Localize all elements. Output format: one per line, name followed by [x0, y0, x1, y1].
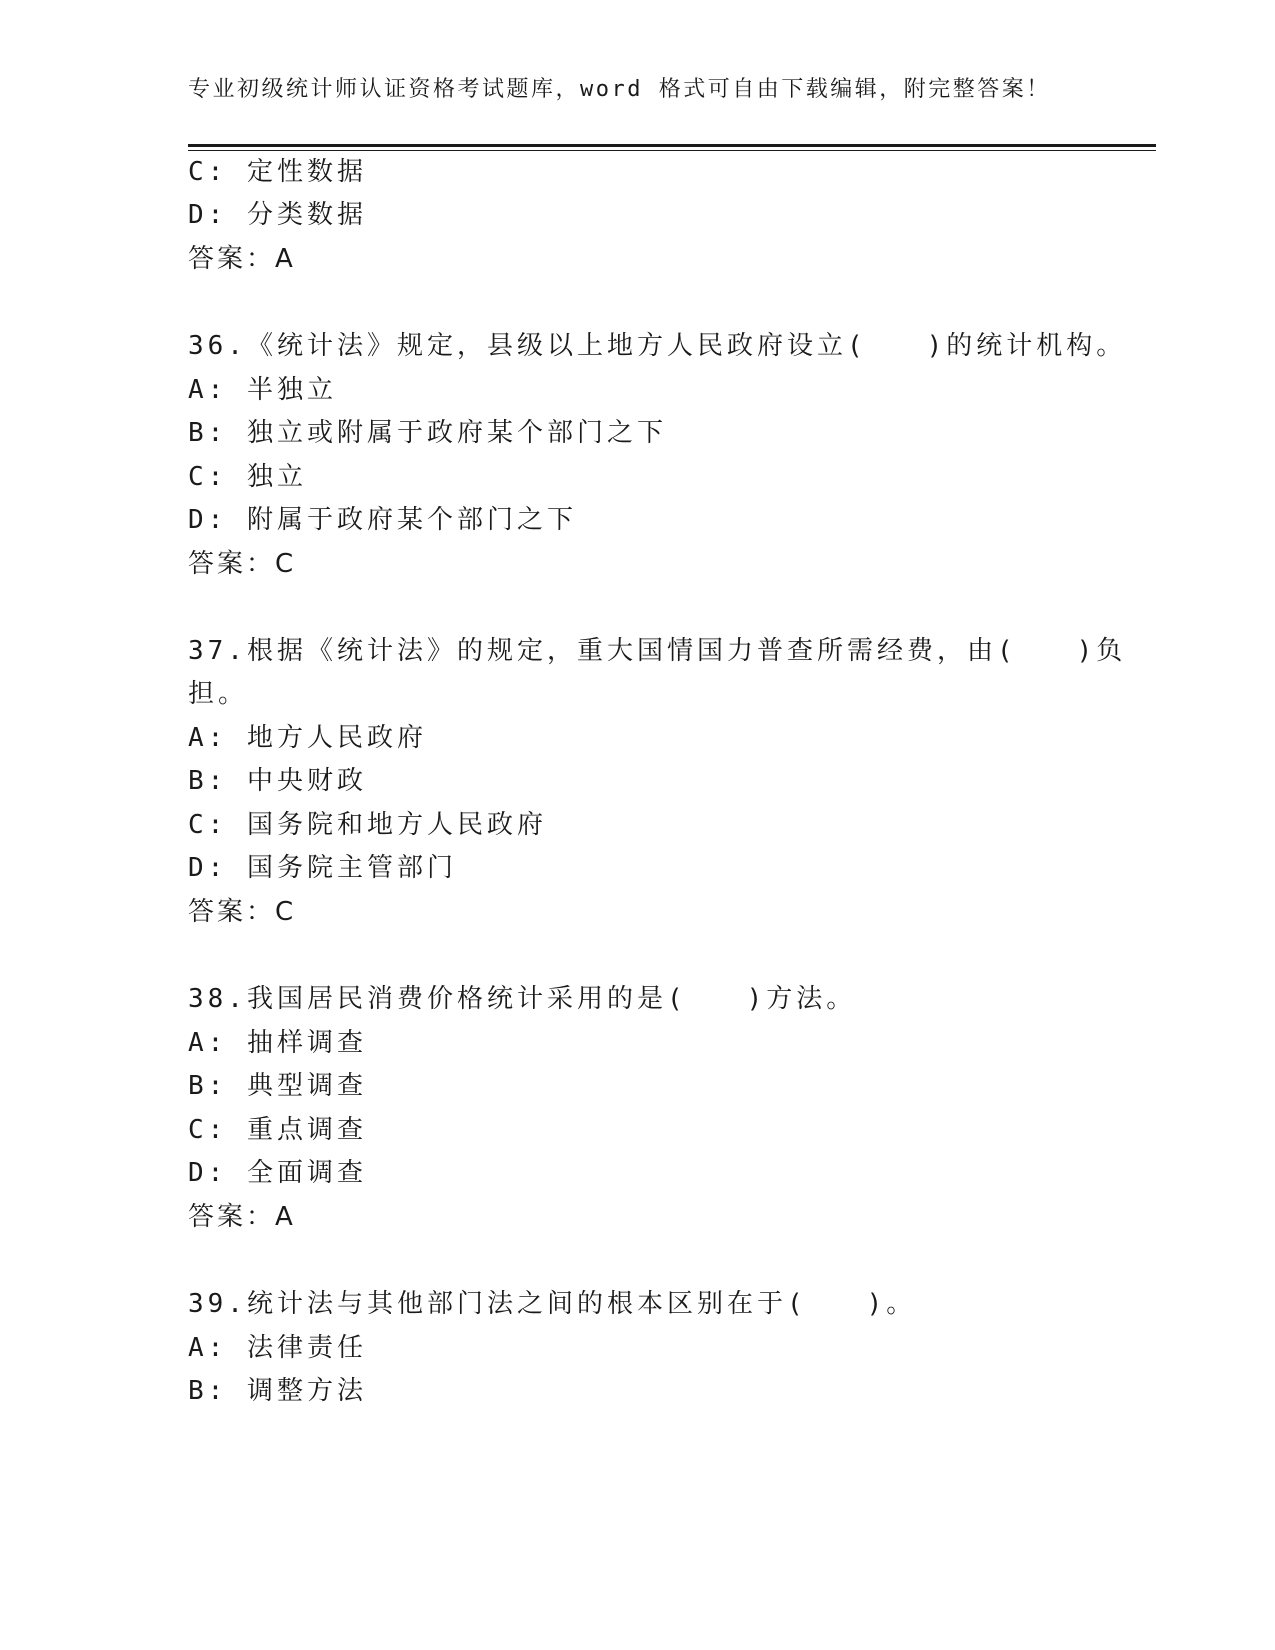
- option-b: B: 调整方法: [188, 1376, 367, 1406]
- page-header: 专业初级统计师认证资格考试题库，word 格式可自由下载编辑，附完整答案！: [188, 77, 1051, 102]
- option-d: D: 全面调查: [188, 1158, 367, 1188]
- question-36: 36.《统计法》规定，县级以上地方人民政府设立( )的统计机构。: [188, 331, 1127, 361]
- option-d: D: 国务院主管部门: [188, 853, 457, 883]
- option-a: A: 抽样调查: [188, 1028, 367, 1058]
- option-c: C: 国务院和地方人民政府: [188, 810, 547, 840]
- option-a: A: 法律责任: [188, 1333, 367, 1363]
- question-37-cont: 担。: [188, 679, 249, 709]
- answer-line: 答案：C: [188, 549, 297, 579]
- option-c: C: 独立: [188, 462, 307, 492]
- header-divider-thin: [188, 150, 1156, 151]
- option-b: B: 典型调查: [188, 1071, 367, 1101]
- option-c: C: 定性数据: [188, 157, 367, 187]
- option-c: C: 重点调查: [188, 1115, 367, 1145]
- answer-line: 答案：C: [188, 897, 297, 927]
- option-a: A: 地方人民政府: [188, 723, 427, 753]
- question-37: 37.根据《统计法》的规定，重大国情国力普查所需经费，由( )负: [188, 636, 1127, 666]
- question-38: 38.我国居民消费价格统计采用的是( )方法。: [188, 984, 857, 1014]
- option-b: B: 独立或附属于政府某个部门之下: [188, 418, 667, 448]
- option-b: B: 中央财政: [188, 766, 367, 796]
- option-a: A: 半独立: [188, 375, 337, 405]
- option-d: D: 分类数据: [188, 200, 367, 230]
- question-39: 39.统计法与其他部门法之间的根本区别在于( )。: [188, 1289, 917, 1319]
- answer-line: 答案：A: [188, 244, 296, 274]
- header-divider-thick: [188, 144, 1156, 147]
- option-d: D: 附属于政府某个部门之下: [188, 505, 577, 535]
- answer-line: 答案：A: [188, 1202, 296, 1232]
